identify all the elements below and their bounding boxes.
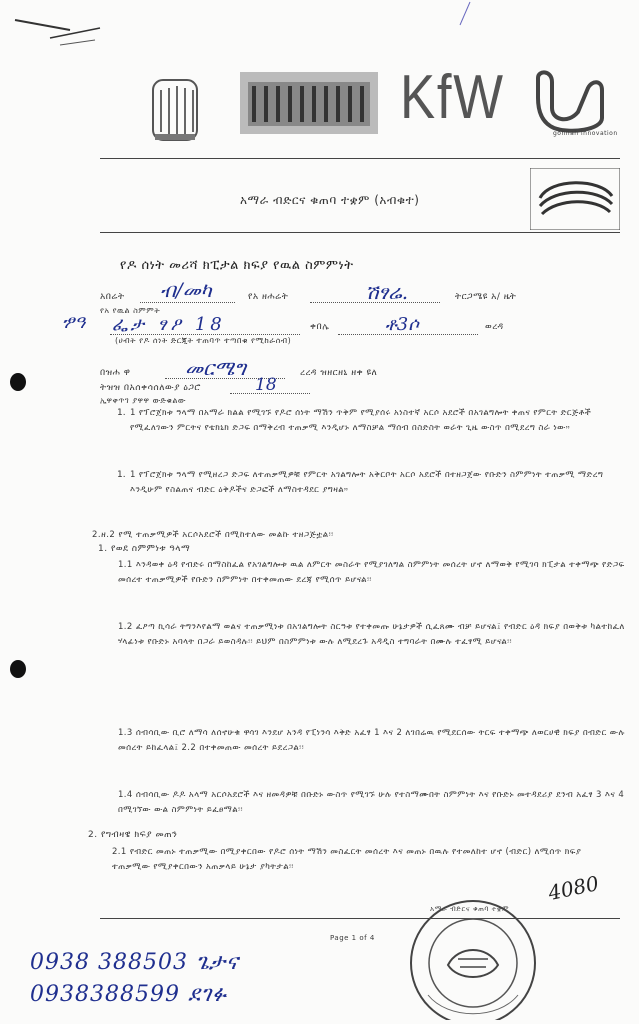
clause-1-4: 1.4 ሰብሳቢው ዶዶ አላማ አርሶአደሮች እና ዘመዳዎቹ በቡድኑ ውስጥ የሚገኙ ሁሉ የተስማሙበት ስምምነት እና የቡድኑ መተዳደሪያ ደንብ አፈፃ 3 እና 4 በሚገኘው ውል ስምምነት ይፈፀማል፡፡: [118, 790, 625, 815]
margin-note: 4080: [546, 870, 601, 906]
name-value: ብ/መካ: [160, 278, 212, 302]
clause-1-2: 1.2 ፈዖጣ ኪሳራ ትግንእየልማ ወልና ተጠቃሚነቱ በአገልግሎት ስርዓቱ የተቀመጡ ሁኔታዎች ሲፈጸሙ ብቻ ይሆናል፤ የብድር ዕዳ ክፍያ በወቅቱ ካልተከፈለ ሃላፊነቱ የቡድኑ አባላት በጋራ ይወስዳሉ፡፡ ይህም በስምምነቱ ውሉ ለሚደረጉ አዳዲስ ተግባራት በሙሉ ተፈፃሚ ይሆናል፡፡: [118, 622, 625, 647]
header-rule: [100, 158, 620, 159]
section2-title: 2. የግብዛዌ ክፍያ መጠን: [88, 830, 178, 840]
partner-logo: [530, 68, 610, 138]
clause-1-3: 1.3 ሰብሳቢው ቢሮ ለማሳ ለሰኖሁቁ ዋሳገ እንደሆ አንዳ የፒነንሳ እቅድ አፈፃ 1 እና 2 ለገበሬዉ የሚደርሰው ትርፍ ተቀማጭ ለወርሀዊ ክፍያ በብድር ውሉ መሰረት ይከፈላል፤ 2.2 በተቀመጠው መሰረት ይደረጋል፡፡: [118, 728, 625, 753]
id-value: ፌታ ፃዖ 18: [112, 314, 226, 335]
section1-title: 1. የወደ ስምምነቱ ዓላማ: [98, 544, 191, 554]
title-rule: [100, 232, 620, 233]
kebele-value: ቶ3ሶ: [385, 314, 419, 335]
place-label: በዝሐ ዋ: [100, 368, 131, 378]
father-value: ሽፃሬ.: [365, 280, 409, 304]
clause-1-1: 1.1 እንዳወቀ ዕዳ የብድሩ በማስከፈል የአገልግሎቱ ዉል ለምርት መስራት የሚያገለግል ስምምነት መሰረት ሆኖ ለማወቅ የሚገባ ክፒታል ተቀማጭ የድጋፍ መሰረተ ተጠቃሚዎች የቡድን ስምምነት በተቀመጠው ደረጃ የሚሰጥ ይሆናል፡፡: [118, 560, 625, 585]
clause-2-1: 2.1 የብድር መጠኑ ተጠቃሚው በሚያቀርበው የዶሮ ሰነት ማሽን መስፈርት መሰረት እና መጠኑ በዉሉ የተመለከተ ሆኖ (ብድር) ለሚሰጥ ክፍያ ተጠቃሚው የሚያቀርበውን አጠቃላይ ሁኔታ ያካትታል፡፡: [112, 847, 582, 872]
form-title: የዶ ሰነት መሪሻ ክፒታል ክፍያ የዉል ስምምነት: [120, 258, 354, 273]
bullet-1: 1.: [117, 408, 126, 418]
gfather-label: ትርጋሜዩ አ/ ዜት: [455, 292, 517, 302]
note-line: (ሀብት የዶ ሰነት ድርጂት ተጠባጥ ተጣበቁ የሚከራሰብ): [115, 336, 292, 345]
kfw-logo: KfW: [400, 63, 505, 132]
section-intro: 2.ዘ.2 የሚ ተጠቃሚዎች አርሶአደሮች በሚከተለው መልኩ ተዘጋጅቷል፡፡: [92, 530, 334, 540]
place-suffix: ረረዳ ዝዘርዘኒ ዘቀ ዩለ: [300, 368, 378, 378]
paragraph-1: 1 የፕሮጀክቱ ዓላማ በአማራ ክልል የሚገኙ የዶሮ ሰነት ማሽን ጥቅም የሚያሰሩ አነስተኛ አርሶ አደሮች በአገልግሎት ቀጠና የምርት ድርጅቶች የሚፈለገውን ምርትና የቴክኒክ ድጋፍ በማቅረብ ተጠቃሚ እንዲሆኑ ለማስቻል ማሰብ በስድስት ወራት ጊዜ ውስጥ በሚደረግ ስራ ነው።: [130, 408, 592, 433]
count-label: ትዝዝ በአሰቀሳሰለውያ ዕጋሮ: [100, 383, 201, 393]
place-value: መርሜግ: [185, 356, 246, 380]
woreda-label: ወረዳ: [485, 322, 504, 332]
father-label: የአ ዘሐሬት: [248, 292, 289, 302]
kebele-label: ቀበሌ: [310, 322, 330, 332]
punch-hole: [10, 373, 26, 391]
name-label: አበሬት: [100, 292, 125, 302]
phone-number-2: 0938388599 ደገፉ: [30, 982, 228, 1007]
partner-logo-text: gonnah innovation: [553, 130, 618, 137]
building-logo: [240, 72, 378, 134]
count-value: 18: [255, 375, 277, 395]
name-blank: [140, 302, 235, 303]
scribble-marks: [0, 0, 120, 60]
row2-prefix: የአ የዉል ስምምት: [100, 306, 161, 315]
corner-mark: [440, 0, 480, 30]
emblem-logo: [145, 70, 205, 150]
stamp-text: አማራ ብድርና ቁጠባ ተቋም: [430, 905, 510, 913]
id-blank: [110, 334, 300, 335]
paragraph-2: 1 የፕሮጀክቱ ዓላማ የሚዘረጋ ድጋፍ ለተጠቃሚዎቹ የምርት አገልግሎት አቅርቦት አርሶ አደሮች በተዘጋጀው የቡድን ስምምነት ተጠቃሚ ማድረግ እንዲሁም የስልጠና ብድር ዕቅዶችና ድጋፎች ለማስተዳደር ያግዛል።: [130, 470, 604, 495]
bullet-2: 1.: [117, 470, 126, 480]
page-label: Page 1 of 4: [330, 934, 375, 942]
id-label: ፇዓ: [62, 312, 86, 333]
intro-line: ኢዋቀጥገ ያዋዋ ውድቁልው: [100, 396, 187, 405]
microfinance-logo: [530, 168, 620, 230]
punch-hole: [10, 660, 26, 678]
org-title: አማራ ብድርና ቁጠባ ተቋም (አብቁተ): [240, 193, 420, 207]
phone-number-1: 0938 388503 ጌታና: [30, 950, 239, 975]
